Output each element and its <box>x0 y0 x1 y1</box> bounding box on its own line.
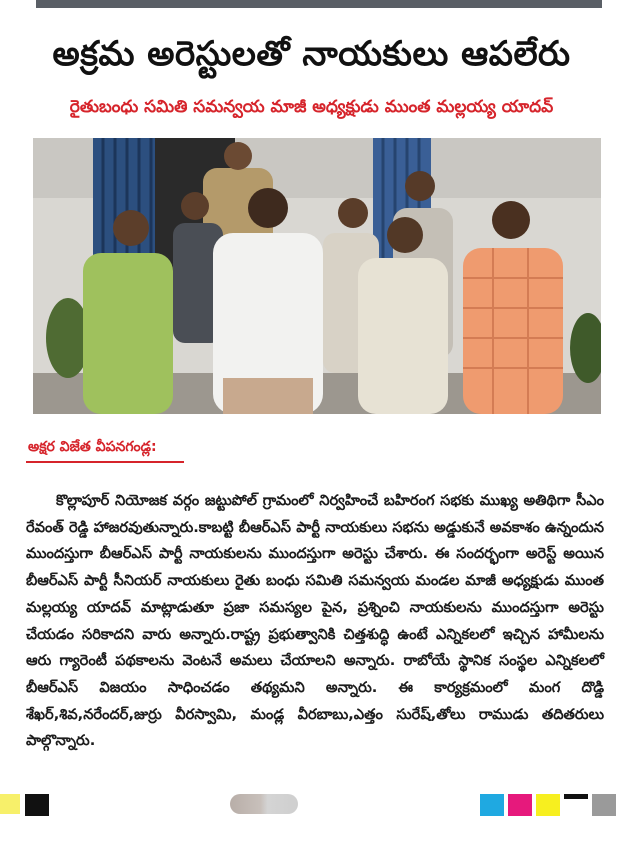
registration-mark-black-right <box>564 794 588 799</box>
top-border-strip <box>36 0 602 8</box>
registration-mark-gray-right <box>592 794 616 816</box>
byline: అక్షర విజేత వీపనగండ్ల: <box>28 439 157 455</box>
registration-mark-gray-pill <box>230 794 298 814</box>
registration-mark-cyan <box>480 794 504 816</box>
news-photo <box>33 138 601 414</box>
registration-mark-yellow-left <box>0 794 20 814</box>
headline: అక్రమ అరెస్టులతో నాయకులు ఆపలేరు <box>52 34 571 74</box>
group-photo-illustration <box>33 138 601 414</box>
subheadline: రైతుబంధు సమితి సమన్వయ మాజీ అధ్యక్షుడు ముంత మల్లయ్య యాదవ్ <box>69 97 554 117</box>
article-paragraph: కొల్లాపూర్ నియోజక వర్గం జట్టుపోల్ గ్రామంలో నిర్వహించే బహిరంగ సభకు ముఖ్య అతిథిగా సీఎం రేవంత్ రెడ్డి హాజరవుతున్నారు.కాబట్టి బీఆర్ఎస్ పార్టీ నాయకులు సభను అడ్డుకునే అవకాశం ఉన్నందున ముందస్తుగా బీఆర్ఎస్ పార్టీ నాయకులను ముందస్తుగా అరెస్టు చేశారు. ఈ సందర్భంగా అరెస్ట్ అయిన బీఆర్ఎస్ పార్టీ సీనియర్ నాయకులు రైతు బంధు సమితి సమన్వయ మండల మాజీ అధ్యక్షుడు ముంత మల్లయ్య యాదవ్ మాట్లాడుతూ ప్రజా సమస్యల పైన, ప్రశ్నించి నాయకులను ముందస్తుగా అరెస్టు చేయడం సరికాదని వారు అన్నారు.రాష్ట్ర ప్రభుత్వానికి చిత్తశుద్ధి ఉంటే ఎన్నికలలో ఇచ్చిన హామీలను ఆరు గ్యారెంటీ పథకాలను వెంటనే అమలు చేయాలని అన్నారు. రాబోయే స్థానిక సంస్థల ఎన్నికలలో బీఆర్ఎస్ విజయం సాధించడం తథ్యమని అన్నారు. ఈ కార్యక్రమంలో మంగ దొడ్డి శేఖర్,శివ,నరేందర్,జుర్రు వీరస్వామి, మండ్ల వీరబాబు,ఎత్తం సురేష్,తోలు రాముడు తదితరులు పాల్గొన్నారు. <box>26 492 604 750</box>
registration-mark-yellow-right <box>536 794 560 816</box>
article-body <box>26 488 604 755</box>
registration-mark-black-left <box>25 794 49 816</box>
byline-underline <box>26 461 184 463</box>
registration-mark-magenta <box>508 794 532 816</box>
